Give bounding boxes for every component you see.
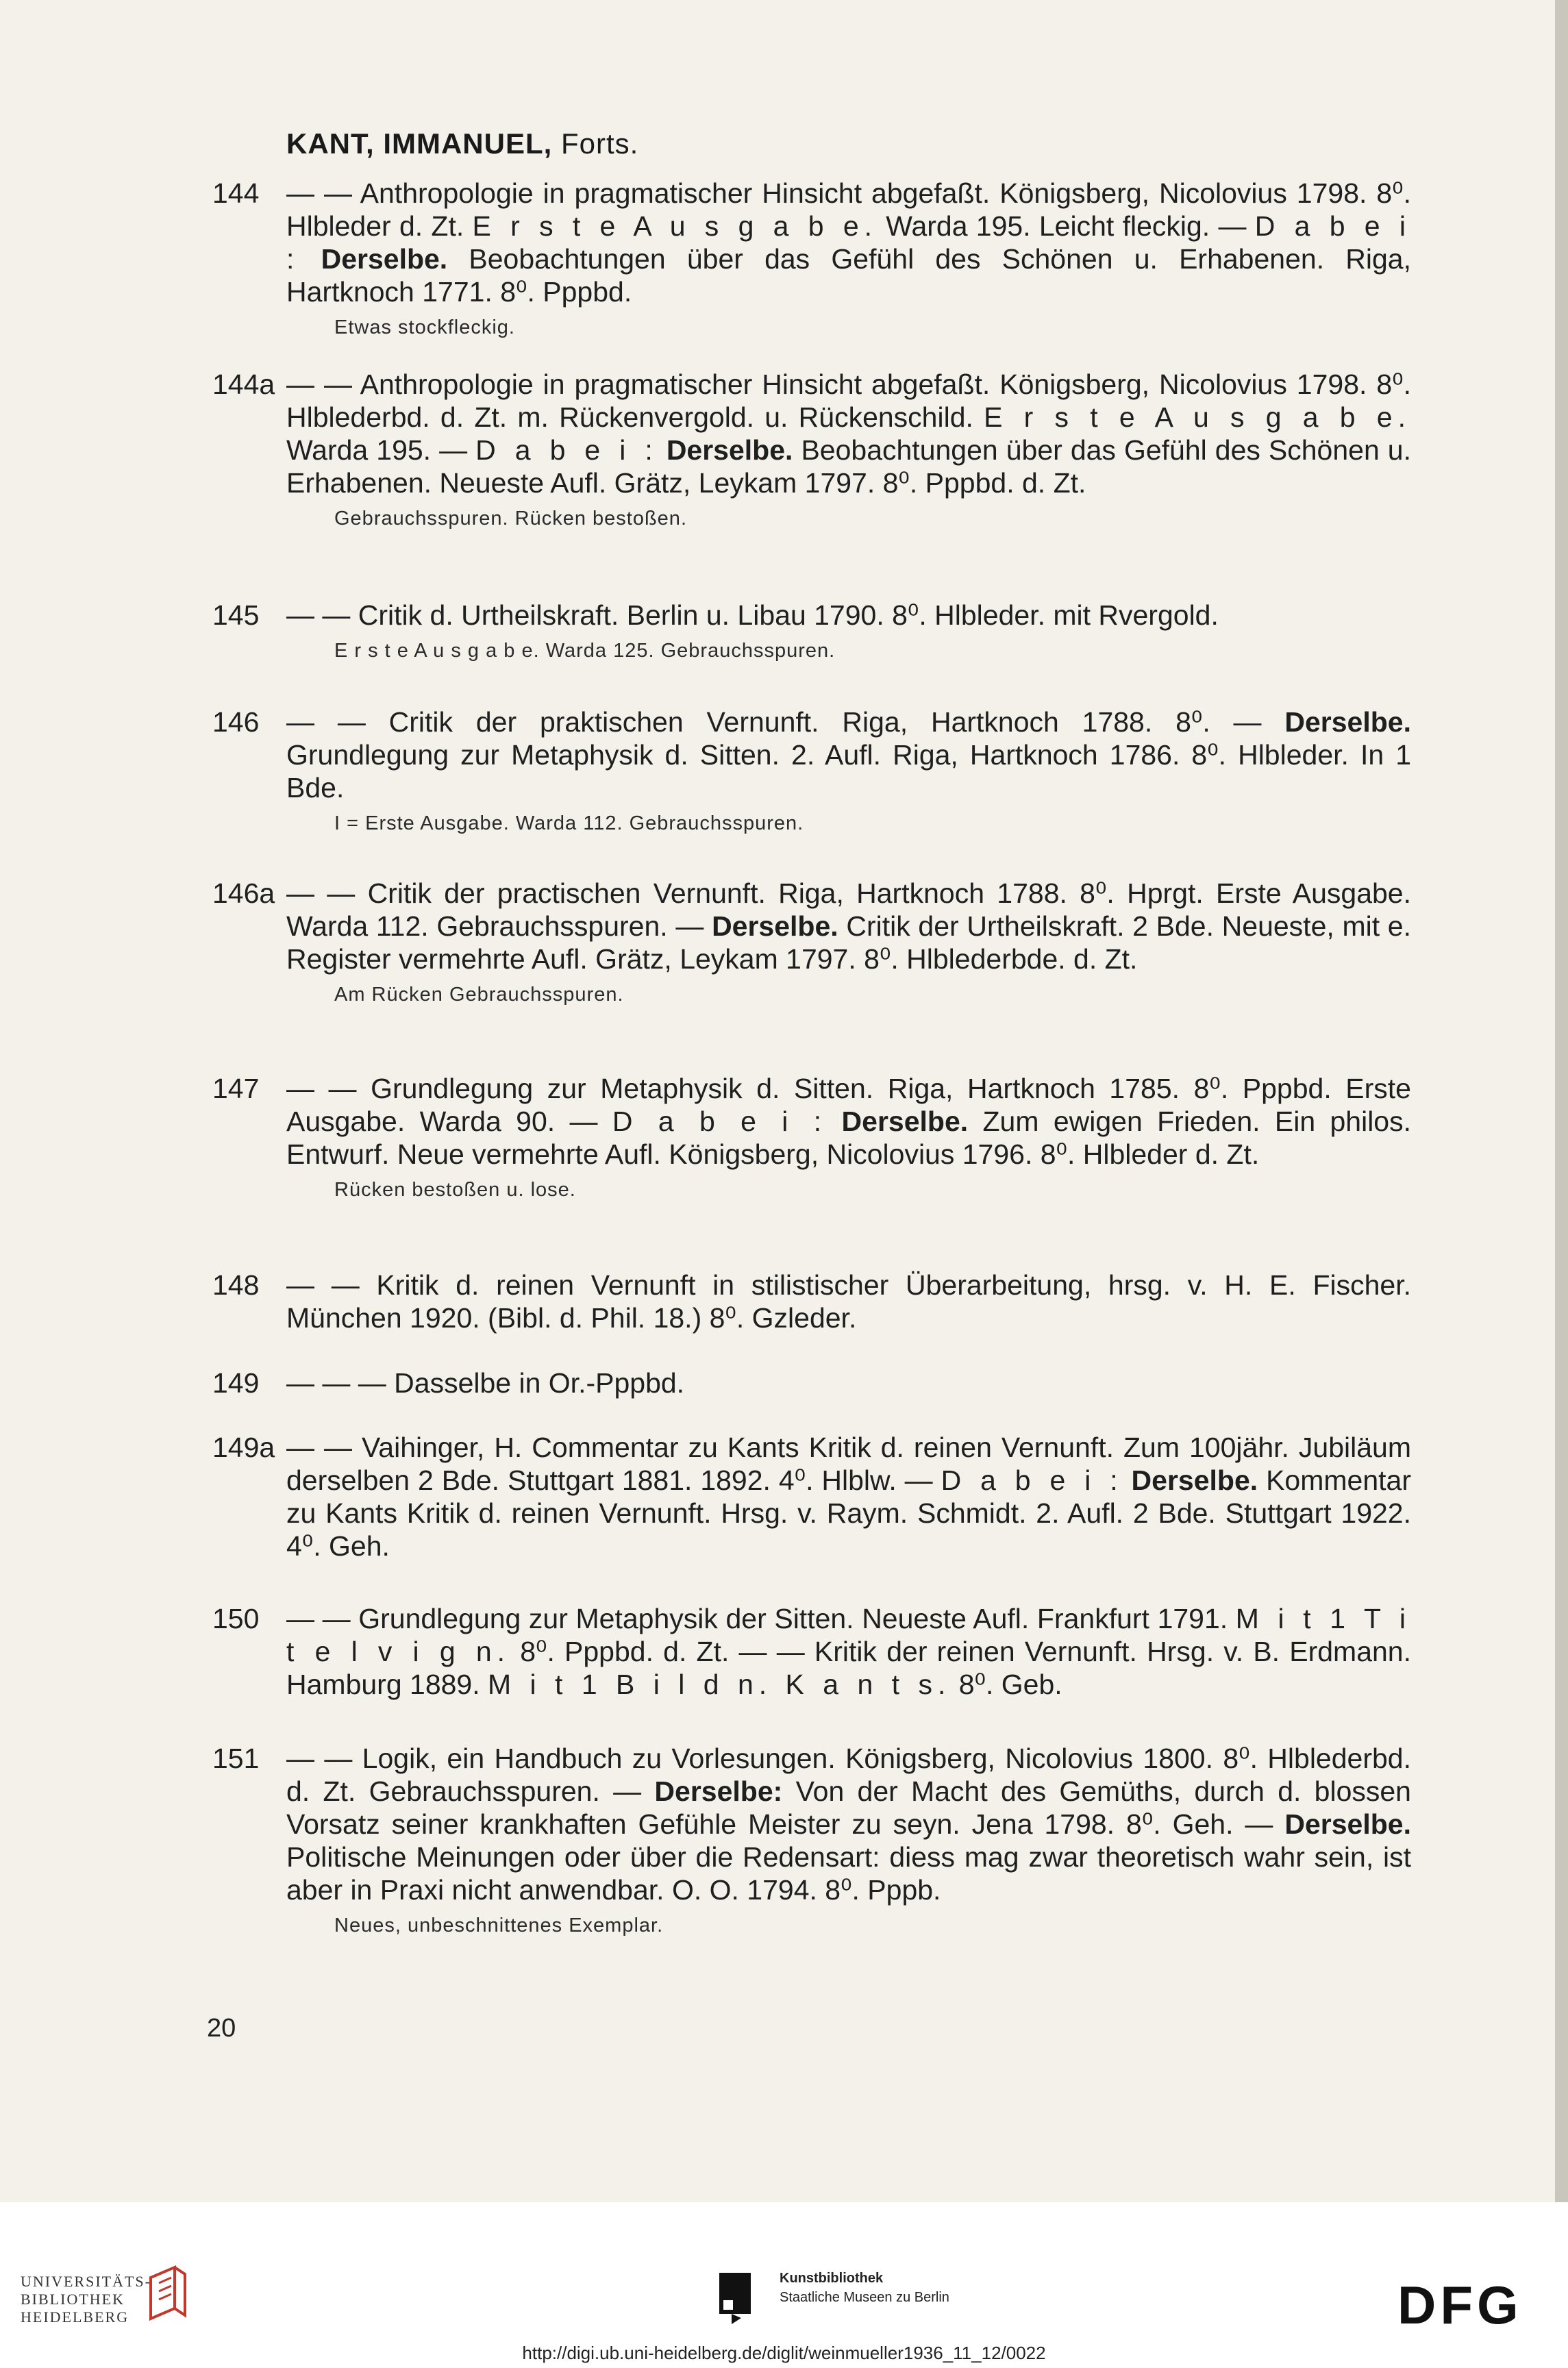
entry-text-part: — — Logik, ein Handbuch zu Vorlesungen. Königsberg, Nicolovius 1800. 8⁰. Hlblederbd. d. Zt. Gebrauchsspuren. — xyxy=(286,1743,1411,1807)
entry-text-part xyxy=(299,243,321,275)
entry-text: — — — Dasselbe in Or.-Pppbd. xyxy=(286,1367,685,1399)
entry-text xyxy=(286,1602,1411,1701)
entry-text: — — Kritik d. reinen Vernunft in stilistischer Überarbeitung, hrsg. v. H. E. Fischer. München 1920. (Bibl. d. Phil. 18.) 8⁰. Gzleder. xyxy=(286,1269,1411,1334)
entry-text xyxy=(286,877,1411,975)
entry-text: — — Critik d. Urtheilskraft. Berlin u. Libau 1790. 8⁰. Hlbleder. mit Rvergold. xyxy=(286,599,1219,631)
entry-number: 149 xyxy=(212,1367,260,1399)
entry-text-spaced: D a b e i : xyxy=(612,1106,827,1137)
catalog-entry xyxy=(212,1602,1411,1701)
entry-number: 149a xyxy=(212,1432,275,1463)
entry-text xyxy=(286,706,1411,804)
entry-text-bold: Derselbe: xyxy=(654,1775,783,1807)
entry-number: 146 xyxy=(212,706,260,738)
entry-text-part: Politische Meinungen oder über die Redensart: diess mag zwar theoretisch wahr sein, ist aber in Praxi nicht anwendbar. O. O. 1794. 8⁰. Pppb. xyxy=(286,1841,1411,1906)
dfg-logo[interactable]: DFG xyxy=(1397,2275,1523,2335)
entry-text-part: Zum ewigen Frieden. Ein philos. Entwurf. Neue vermehrte Aufl. Königsberg, Nicolovius 1796. 8⁰. Hlbleder d. Zt. xyxy=(286,1106,1412,1170)
entry-text-spaced: E r s t e A u s g a b e. xyxy=(984,401,1411,433)
entry-number: 150 xyxy=(212,1603,260,1634)
entry-text-spaced: M i t 1 B i l d n. K a n t s. xyxy=(488,1669,951,1700)
entry-text xyxy=(286,1072,1411,1171)
catalog-entry xyxy=(212,706,1411,836)
catalog-entry xyxy=(212,877,1411,1007)
entry-text-part xyxy=(658,434,667,466)
entry-text xyxy=(286,1742,1411,1906)
entry-text-part: Beobachtungen über das Gefühl des Schönen u. Erhabenen. Neueste Aufl. Grätz, Leykam 1797. 8⁰. Pppbd. d. Zt. xyxy=(286,434,1411,499)
entry-text-bold: Derselbe. xyxy=(712,910,838,942)
entry-text-part: Warda 195. — xyxy=(286,434,476,466)
ub-logo-line: BIBLIOTHEK xyxy=(21,2291,125,2308)
entry-text-part xyxy=(1123,1465,1132,1496)
entry-text-spaced: D a b e i : xyxy=(941,1465,1123,1496)
entry-text-bold: Derselbe. xyxy=(666,434,793,466)
entry-text-part: 8⁰. Geb. xyxy=(951,1669,1062,1700)
entry-note: Rücken bestoßen u. lose. xyxy=(334,1179,576,1201)
entry-text-spaced: D a b e i : xyxy=(286,210,1411,275)
entry-number: 148 xyxy=(212,1269,260,1301)
entry-text xyxy=(286,177,1411,308)
entry-text-bold: Derselbe. xyxy=(1284,1808,1411,1840)
ub-logo-line: HEIDELBERG xyxy=(21,2308,129,2326)
entry-text xyxy=(286,368,1411,499)
entry-text-part: — — Critik der practischen Vernunft. Riga, Hartknoch 1788. 8⁰. Hprgt. Erste Ausgabe. Warda 112. Gebrauchsspuren. — xyxy=(286,877,1411,942)
header-suffix: Forts. xyxy=(552,127,639,160)
kb-subtitle: Staatliche Museen zu Berlin xyxy=(780,2290,949,2305)
entry-text-bold: Derselbe. xyxy=(841,1106,969,1137)
entry-text-bold: Derselbe. xyxy=(321,243,448,275)
entry-note: E r s t e A u s g a b e. Warda 125. Gebrauchsspuren. xyxy=(334,640,836,662)
entry-text-spaced: E r s t e A u s g a b e. xyxy=(472,210,878,242)
entry-text-spaced: M i t 1 T i t e l v i g n. xyxy=(286,1603,1411,1667)
entry-text-part: Von der Macht des Gemüths, durch d. blossen Vorsatz seiner krankhaften Gefühle Meister zu seyn. Jena 1798. 8⁰. Geh. — xyxy=(286,1775,1411,1840)
entry-text-bold: Derselbe. xyxy=(1284,706,1411,738)
entry-number: 145 xyxy=(212,599,260,631)
entry-text-part: — — Grundlegung zur Metaphysik der Sitten. Neueste Aufl. Frankfurt 1791. xyxy=(286,1603,1236,1634)
entry-text-part: Grundlegung zur Metaphysik d. Sitten. 2. Aufl. Riga, Hartknoch 1786. 8⁰. Hlbleder. In 1 Bde. xyxy=(286,739,1411,803)
catalog-entry xyxy=(212,368,1411,531)
entry-text xyxy=(286,1431,1411,1562)
entry-text-part: — — Vaihinger, H. Commentar zu Kants Kritik d. reinen Vernunft. Zum 100jähr. Jubiläum derselben 2 Bde. Stuttgart 1881. 1892. 4⁰. Hlblw. — xyxy=(286,1432,1411,1496)
entry-number: 146a xyxy=(212,877,275,909)
entry-text-bold: Derselbe. xyxy=(1131,1465,1258,1496)
entry-text-part: — — Anthropologie in pragmatischer Hinsicht abgefaßt. Königsberg, Nicolovius 1798. 8⁰. Hlbleder d. Zt. xyxy=(286,177,1411,242)
page-edge xyxy=(1555,0,1568,2202)
entry-text-part: — — Anthropologie in pragmatischer Hinsicht abgefaßt. Königsberg, Nicolovius 1798. 8⁰. Hlblederbd. d. Zt. m. Rückenvergold. u. Rückenschild. xyxy=(286,369,1411,433)
author-name: KANT, IMMANUEL, xyxy=(286,127,553,160)
entry-text-part: 8⁰. Pppbd. d. Zt. — — Kritik der reinen Vernunft. Hrsg. v. B. Erdmann. Hamburg 1889. xyxy=(286,1636,1411,1700)
entry-text-part xyxy=(827,1106,841,1137)
ub-heidelberg-logo[interactable] xyxy=(21,2273,151,2326)
entry-text-part: Warda 195. Leicht fleckig. — xyxy=(878,210,1255,242)
entry-text-part: Critik der Urtheilskraft. 2 Bde. Neueste, mit e. Register vermehrte Aufl. Grätz, Leykam 1797. 8⁰. Hlblederbde. d. Zt. xyxy=(286,910,1411,975)
kunstbibliothek-icon xyxy=(719,2273,760,2328)
entry-note: Gebrauchsspuren. Rücken bestoßen. xyxy=(334,508,687,529)
catalog-entry xyxy=(212,599,1411,663)
ub-mark-icon xyxy=(144,2264,192,2329)
entry-number: 144 xyxy=(212,177,260,209)
catalog-entry xyxy=(212,177,1411,340)
entry-note: I = Erste Ausgabe. Warda 112. Gebrauchsspuren. xyxy=(334,812,804,834)
entry-note: Am Rücken Gebrauchsspuren. xyxy=(334,984,624,1006)
entry-note: Etwas stockfleckig. xyxy=(334,316,515,338)
page-number: 20 xyxy=(207,2014,236,2043)
kb-title: Kunstbibliothek xyxy=(780,2271,884,2286)
entry-number: 144a xyxy=(212,369,275,400)
entry-text-part: — — Grundlegung zur Metaphysik d. Sitten. Riga, Hartknoch 1785. 8⁰. Pppbd. Erste Ausgabe. Warda 90. — xyxy=(286,1073,1411,1137)
entry-note: Neues, unbeschnittenes Exemplar. xyxy=(334,1915,664,1936)
catalog-entry xyxy=(212,1367,1411,1399)
entry-text-part: Kommentar zu Kants Kritik d. reinen Vernunft. Hrsg. v. Raym. Schmidt. 2. Aufl. 2 Bde. Stuttgart 1922. 4⁰. Geh. xyxy=(286,1465,1411,1562)
catalog-entry xyxy=(212,1431,1411,1562)
catalog-entry xyxy=(212,1072,1411,1202)
entry-text-part: Beobachtungen über das Gefühl des Schönen u. Erhabenen. Riga, Hartknoch 1771. 8⁰. Pppbd. xyxy=(286,243,1411,308)
permalink-url[interactable]: http://digi.ub.uni-heidelberg.de/diglit/weinmueller1936_11_12/0022 xyxy=(522,2343,1046,2363)
kunstbibliothek-logo[interactable] xyxy=(780,2269,949,2307)
entry-text-spaced: D a b e i : xyxy=(475,434,658,466)
entry-number: 147 xyxy=(212,1073,260,1104)
ub-logo-line: UNIVERSITÄTS- xyxy=(21,2273,151,2290)
page-header xyxy=(286,127,638,160)
entry-number: 151 xyxy=(212,1743,260,1774)
catalog-entry xyxy=(212,1742,1411,1938)
catalog-entry xyxy=(212,1269,1411,1334)
entry-text-part: — — Critik der praktischen Vernunft. Riga, Hartknoch 1788. 8⁰. — xyxy=(286,706,1285,738)
